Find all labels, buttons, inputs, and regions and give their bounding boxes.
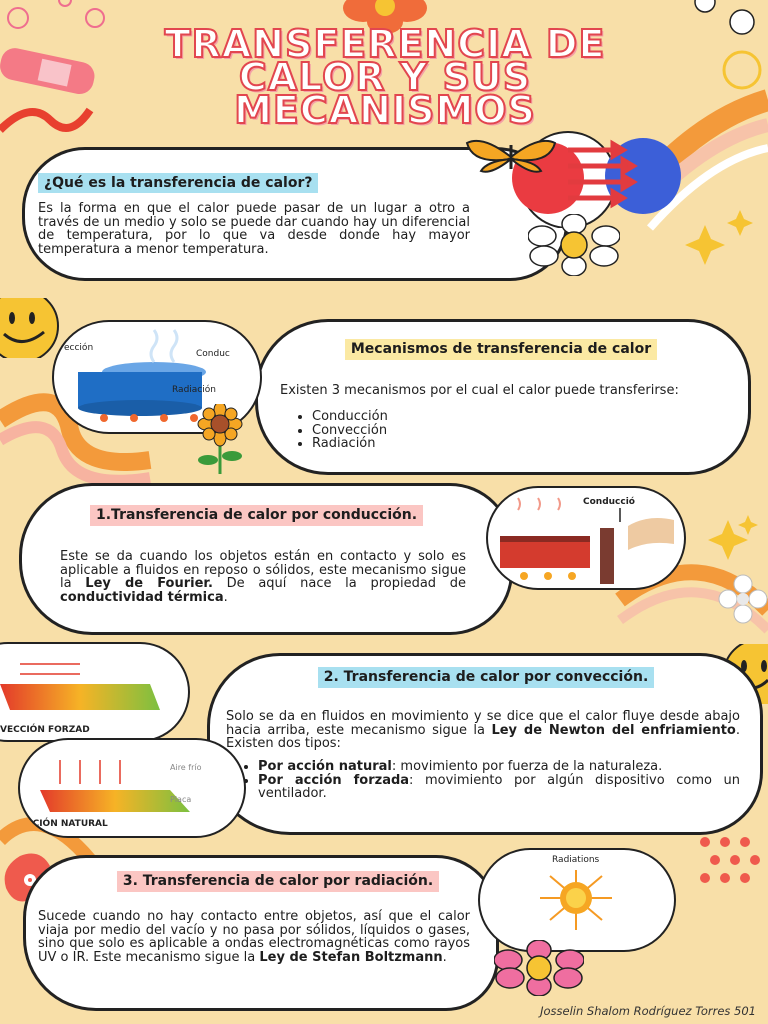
radiation-image-label: Radiations — [552, 855, 600, 865]
radiation-text-a: Sucede cuando no hay contacto entre objetos, así que el calor viaja por medio del vacío y no pasa por sólidos, líquidos o gases, sino que solo es aplicable a ondas electromagnéticas como rayos UV o IR. Este mecanismo sigue la — [38, 909, 470, 965]
sunflower-icon — [190, 404, 250, 476]
forced-desc: : movimiento por algún dispositivo como un ventilador. — [258, 772, 740, 801]
radiation-heading-wrap — [98, 870, 458, 892]
convection-heading: 2. Transferencia de calor por convección. — [318, 667, 655, 688]
air-label: Aire frío — [170, 763, 202, 772]
pot-label-conduction: Conduc — [196, 349, 230, 359]
conduction-image-frame — [488, 488, 684, 588]
title-line-1: TRANSFERENCIA DE — [164, 22, 606, 66]
radiation-law: Ley de Stefan Boltzmann — [259, 949, 443, 965]
white-flower-icon — [718, 574, 768, 624]
radiation-text-b: . — [442, 949, 447, 965]
convection-text — [226, 710, 740, 751]
convection-types-list — [226, 760, 740, 801]
mechanisms-heading-wrap — [296, 338, 706, 360]
pot-label-convection: ección — [64, 343, 94, 353]
list-item: • Conducción — [312, 410, 388, 424]
convection-law: Ley de Newton del enfriamiento — [491, 722, 736, 738]
mechanisms-heading: Mecanismos de transferencia de calor — [345, 339, 657, 360]
title-line-3: MECANISMOS — [234, 88, 536, 132]
conduction-image-label: Conducció — [583, 497, 635, 507]
list-item — [258, 760, 740, 774]
pink-flower-icon — [494, 940, 584, 996]
list-item — [258, 774, 740, 801]
convection-text-a: Solo se da en fluidos en movimiento y se dice que el calor fluye desde abajo hacia arriba, este mecanismo sigue la — [226, 709, 740, 738]
radiation-heading: 3. Transferencia de calor por radiación. — [117, 871, 439, 892]
butterfly-icon — [463, 135, 559, 179]
conduction-property: conductividad térmica — [60, 589, 224, 605]
title-line-2: CALOR Y SUS — [238, 55, 532, 99]
radiation-text — [38, 910, 470, 964]
mechanisms-intro: Existen 3 mecanismos por el cual el calor puede transferirse: — [280, 383, 679, 398]
list-item: • Radiación — [312, 437, 388, 451]
forced-convection-illustration — [0, 644, 188, 740]
intro-text: Es la forma en que el calor puede pasar de un lugar a otro a través de un medio y solo se puede dar cuando hay un diferencial de temperatura, por lo que va desde donde hay mayor temperatura a menor temperatura. — [38, 201, 470, 257]
forced-type: Por acción forzada — [258, 772, 410, 788]
page-title — [60, 22, 710, 132]
natural-convection-frame — [20, 740, 244, 836]
list-item: • Convección — [312, 424, 388, 438]
conduction-law: Ley de Fourier. — [85, 576, 213, 591]
conduction-heading-wrap — [90, 504, 450, 526]
convection-text-b: . Existen dos tipos: — [226, 722, 740, 751]
convection-heading-wrap — [286, 666, 686, 688]
author-signature: Josselin Shalom Rodríguez Torres 501 — [540, 1004, 756, 1018]
intro-heading: ¿Qué es la transferencia de calor? — [38, 173, 318, 193]
mechanisms-list — [312, 410, 388, 451]
natural-type: Por acción natural — [258, 759, 392, 774]
conduction-text-c: . — [223, 589, 228, 605]
conduction-text-b: De aquí nace la propiedad de — [212, 576, 467, 591]
natural-desc: : movimiento por fuerza de la naturaleza. — [391, 759, 663, 774]
sun-radiation-illustration — [480, 850, 674, 950]
smiley-icon — [0, 298, 70, 358]
conduction-illustration — [488, 488, 684, 588]
natural-label: CCIÓN NATURAL — [26, 819, 108, 829]
intro-heading-wrap — [38, 172, 318, 193]
natural-convection-illustration — [20, 740, 244, 836]
conduction-heading: 1.Transferencia de calor por conducción. — [90, 505, 423, 526]
daisy-flower-icon — [528, 214, 620, 276]
conduction-text — [60, 550, 466, 604]
forced-label: VECCIÓN FORZAD — [0, 725, 90, 735]
conduction-text-a: Este se da cuando los objetos están en contacto y solo es aplicable a fluidos en reposo o sólidos, este mecanismo sigue la — [60, 549, 466, 591]
forced-convection-frame — [0, 644, 188, 740]
pot-label-radiation: Radiación — [172, 385, 216, 395]
radiation-image-frame — [480, 850, 674, 950]
plate-label: Placa — [170, 795, 192, 804]
